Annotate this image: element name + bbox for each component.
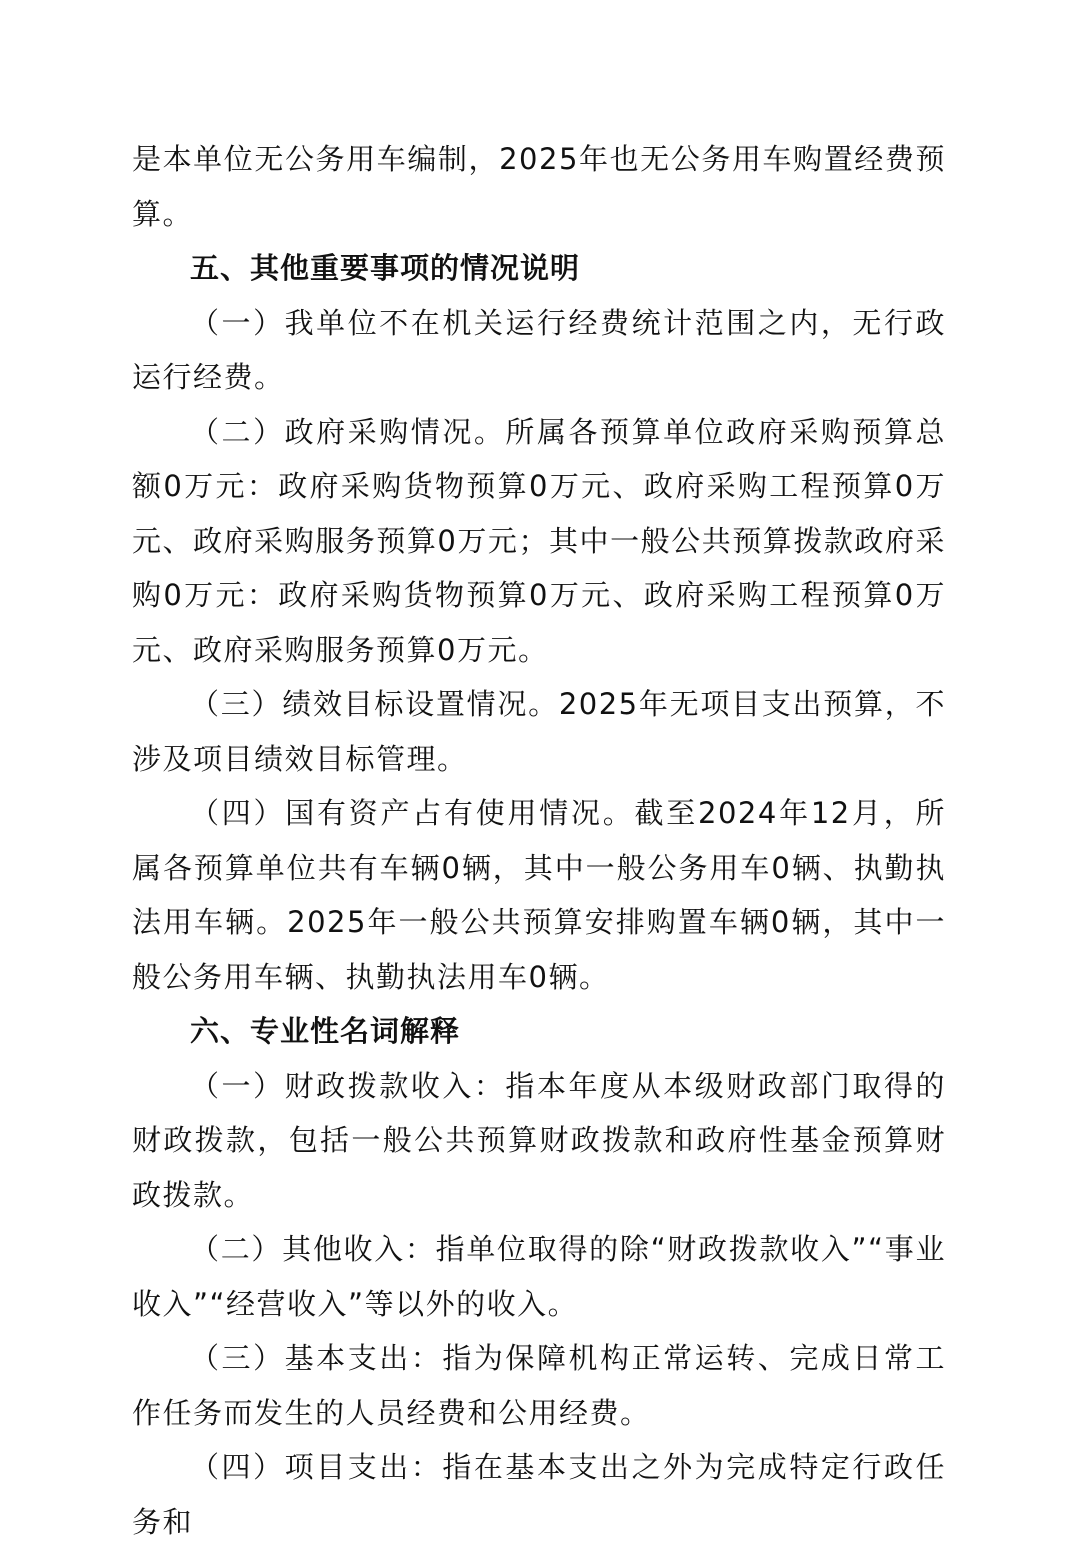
paragraph-procurement: （二）政府采购情况。所属各预算单位政府采购预算总额0万元：政府采购货物预算0万元、政府采购工程预算0万元、政府采购服务预算0万元；其中一般公共预算拨款政府采购0万元：政府采购货物预算0万元、政府采购工程预算0万元、政府采购服务预算0万元。 (132, 414, 946, 667)
paragraph-fiscal-income: （一）财政拨款收入：指本年度从本级财政部门取得的财政拨款，包括一般公共预算财政拨款和政府性基金预算财政拨款。 (132, 1068, 946, 1212)
section-heading-5: 五、其他重要事项的情况说明 (190, 251, 581, 285)
section-heading-6: 六、专业性名词解释 (190, 1014, 461, 1048)
paragraph-basic-expenditure: （三）基本支出：指为保障机构正常运转、完成日常工作任务而发生的人员经费和公用经费。 (132, 1341, 946, 1430)
paragraph-state-assets: （四）国有资产占有使用情况。截至2024年12月，所属各预算单位共有车辆0辆，其中一般公务用车0辆、执勤执法用车辆。2025年一般公共预算安排购置车辆0辆，其中一般公务用车辆、执勤执法用车0辆。 (132, 796, 946, 994)
paragraph-performance-goals: （三）绩效目标设置情况。2025年无项目支出预算，不涉及项目绩效目标管理。 (132, 687, 946, 776)
paragraph-continuation: 是本单位无公务用车编制，2025年也无公务用车购置经费预算。 (132, 142, 946, 231)
paragraph-project-expenditure: （四）项目支出：指在基本支出之外为完成特定行政任务和 (132, 1450, 946, 1539)
paragraph-other-income: （二）其他收入：指单位取得的除“财政拨款收入”“事业收入”“经营收入”等以外的收入。 (132, 1232, 946, 1321)
paragraph-admin-cost: （一）我单位不在机关运行经费统计范围之内，无行政运行经费。 (132, 305, 946, 394)
